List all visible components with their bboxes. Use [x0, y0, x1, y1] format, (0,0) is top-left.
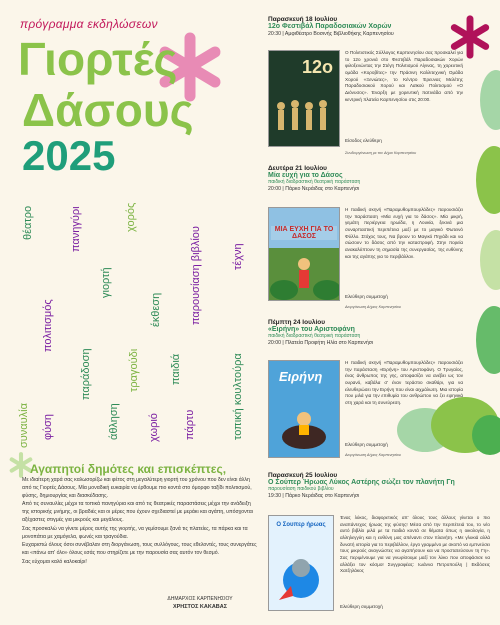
title-line-2: Δάσους [22, 84, 194, 136]
event-meta: 20:30 | Αμφιθέατρο Βοσινής Βιβλιοθήκης Καρπενησίου [268, 31, 394, 37]
poster-text: Ειρήνη [279, 369, 323, 384]
child-figure-icon [269, 250, 339, 300]
poster-text: 12ο [301, 57, 333, 77]
word: έκθεση [150, 292, 162, 327]
event-poster [268, 50, 340, 147]
event-subtitle: παιδική διαδραστική θεατρική παράσταση [268, 179, 361, 185]
welcome-text [22, 477, 257, 568]
event-card [268, 319, 478, 346]
event-credit: Διοργάνωση Δήμος Καρπενησίου [345, 453, 401, 457]
word: παρουσίαση βιβλίου [190, 226, 202, 325]
program-subtitle: πρόγραμμα εκδηλώσεων [20, 17, 158, 31]
wolf-hero-icon [269, 540, 333, 610]
event-entry: Είσοδος ελεύθερη [345, 138, 382, 143]
event-poster [268, 515, 334, 611]
event-subtitle: παρουσίαση παιδικού βιβλίου [268, 486, 334, 492]
event-date: Πέμπτη 24 Ιουλίου [268, 319, 326, 326]
event-meta: 20:00 | Πάρκο Νεράιδας στο Καρπενήσι [268, 186, 360, 192]
event-card [268, 472, 478, 499]
event-poster [268, 360, 340, 458]
title-line-1: Γιορτές [18, 33, 178, 85]
welcome-paragraph: Ευχαριστώ όλους όσοι συνέβαλαν στη διοργάνωση, τους συλλόγους, τους εθελοντές, τους συνεργάτες και «πάνω απ' όλο» όλους εσάς που στηρίζετε με την παρουσία σας αυτόν τον θεσμό. [22, 542, 257, 557]
event-entry: Ελεύθερη συμμετοχή [340, 604, 383, 609]
signature-name: ΧΡΗΣΤΟΣ ΚΑΚΑΒΑΣ [172, 604, 228, 610]
word: τοπική κουλτούρα [232, 353, 244, 440]
word: πάρτυ [184, 409, 196, 440]
word: θέατρο [22, 205, 34, 240]
word: πανηγύρι [70, 206, 82, 252]
event-description: Η παιδική σκηνή «Παραμυθομπουρλόδες» παρουσιάζει την παράσταση «Μία ευχή για το δάσος». Μία μικρή, γεμάτη περιέργεια ηρωίδα, η Λουκία, ξεκινά μια συναρπαστική περιπέτεια μαζί με το μαγικό Φωτεινό Φύλλο. Στόχος τους, Να βρουν το Μαγικό Πηγάδι και να σώσουν το δάσος από την καταστροφή. Στην πορεία ανακαλύπτουν τη σημασία της συνεργασίας, της ευθύνης και της αγάπης για το περιβάλλον. [345, 207, 463, 259]
word: φύση [42, 413, 54, 440]
word: γιορτή [100, 267, 112, 298]
event-title: Ο Σούπερ Ήρωας Λύκος Αστέρης σώζει τον πλανήτη Γη [268, 479, 455, 486]
event-title: 12ο Φεστιβάλ Παραδοσιακών Χορών [268, 23, 392, 30]
event-entry: Ελεύθερη συμμετοχή [345, 294, 388, 299]
word: χωριό [148, 413, 160, 442]
event-card [268, 16, 478, 37]
poster-text: ΜΙΑ ΕΥΧΗ ΓΙΑ ΤΟ ΔΑΣΟΣ [271, 226, 337, 240]
welcome-paragraph: Σας προσκαλώ να γίνετε μέρος αυτής της γιορτής, να γεμίσουμε ξανά τις πλατείες, τα πάρκα και τα μονοπάτια με χαμόγελα, φωνές και τραγούδια. [22, 525, 248, 540]
event-poster [268, 207, 340, 301]
signature-role: ΔΗΜΑΡΧΟΣ ΚΑΡΠΕΝΗΣΙΟΥ [167, 596, 233, 602]
dancers-icon [269, 92, 339, 142]
word: τραγούδι [128, 348, 140, 392]
welcome-title: Αγαπητοί δημότες και επισκέπτες, [30, 462, 227, 476]
welcome-paragraph: Σας εύχομαι καλό καλοκαίρι! [22, 558, 87, 565]
event-entry: Ελεύθερη συμμετοχή [345, 442, 388, 447]
event-card [268, 165, 478, 192]
beetle-rider-icon [269, 397, 339, 457]
event-meta: 20:00 | Πλατεία Προφήτη Ηλία στο Καρπενήσι [268, 340, 374, 346]
event-meta: 19:30 | Πάρκο Νεράιδας στο Καρπενήσι [268, 493, 360, 499]
event-date: Παρασκευή 18 Ιουλίου [268, 16, 338, 23]
event-title: «Ειρήνη» του Αριστοφάνη [268, 326, 355, 333]
word: παράδοση [80, 348, 92, 400]
welcome-paragraph: Από τις συναυλίες μέχρι τα τοπικά πανηγύρια και από τις θεατρικές παραστάσεις μέχρι την ανάδειξη της ιστορικής μνήμης, οι βραδιές και οι μέρες που έχουν σχεδιαστεί με μεράκι και αγάπη, υπόσχονται αξέχαστες στιγμές για μικρούς και μεγάλους. [22, 501, 253, 523]
event-description: Ο Πολιτιστικός Σύλλογος Καρπενησίου σας προσκαλεί για το 12ο χρονιά στο Φεστιβάλ Παραδοσιακών Χορών φιλοξενώντας την Στέγη Πολιτισμού Αίγινας, τη χορευτική ομάδα «Κοροβίτες» την Πράσινη Καλλιτεχνική Ομάδα Χορού «Ξενιώτες», το Κέντρο Έρευνας Μελέτης Παραδοσιακού Χορού και Λαϊκού Πολιτισμού «Ο Διόνυσος». Έναρξη με χορευτική πατινάδα από την κεντρική πλατεία Καρπενησίου στις 20:00. [345, 50, 463, 102]
event-credit: Συνδιοργάνωση με τον Δήμο Καρπενησίου [345, 151, 417, 155]
event-date: Παρασκευή 25 Ιουλίου [268, 472, 338, 479]
word: τέχνη [232, 243, 244, 270]
word: άθληση [108, 403, 120, 440]
word: χορός [125, 202, 137, 232]
word: παιδιά [170, 353, 182, 385]
event-description: Ένας λύκος, διαφορετικός απ' όλους τους άλλους γίνεται ο πιο αναπάντεχος ήρωας της φύσης! Μέσα από την περιπέτειά του, το νέο αυτό βιβλίο μιλά με τα παιδιά κοντά σε θέματα όπως η οικολογία, η αλληλεγγύη και η ευθύνη μας απέναντι στον πλανήτη. «Με γλυκιά αλλά δυνατή ιστορία για το περιβάλλον, έργο γραμμένο με σκοπό να εμπνεύσει τους μικρούς αναγνώστες να αγαπήσουν και να προστατεύσουν τη Γη». Σας περιμένουμε για να γνωρίσουμε μαζί τον λύκο που αποφάσισε να αλλάξει τον κόσμο! Συγγραφέας: Ιωάννα Πετροπούλη | Εκδόσεις Χατζηλάκος [340, 515, 490, 574]
title-year: 2025 [22, 132, 116, 179]
event-subtitle: παιδική διαδραστική θεατρική παράσταση [268, 333, 361, 339]
word: πολιτισμός [42, 299, 54, 352]
event-date: Δευτέρα 21 Ιουλίου [268, 165, 327, 172]
event-credit: Διοργάνωση Δήμος Καρπενησίου [345, 305, 401, 309]
welcome-paragraph: Με ιδιαίτερη χαρά σας καλωσορίζω και φέτος στη μεγαλύτερη γιορτή του χρόνου που δεν είναι άλλη από τις Γιορτές Δάσους. Μία μοναδική ευκαιρία να έρθουμε πιο κοντά στο όμορφο ταξίδι πολιτισμού, φύσης, δημιουργίας και διασκέδασης. [22, 477, 252, 499]
poster-text: Ο Σουπερ ήρωας [276, 522, 326, 528]
word: συναυλία [18, 403, 30, 448]
event-description: Η παιδική σκηνή «Παραμυθομπουρλόδες» παρουσιάζει την παράσταση «Ειρήνη» του Αριστοφάνη. Ο Τρυγαίος, ένας άνθρωπος της γης, αποφασίζει να ανέβει ως τον ουρανό, καβάλα σ' έναν τεράστιο σκαθάρι, για να ελευθερώσει την Ειρήνη που είναι αιχμάλωτη. Μια ιστορία που μιλά για την επιθυμία του ανθρώπου να ζει ειρηνικά στη χαρά και τη συνεύρεση. [345, 360, 463, 405]
event-title: Μία ευχή για το Δάσος [268, 172, 343, 179]
